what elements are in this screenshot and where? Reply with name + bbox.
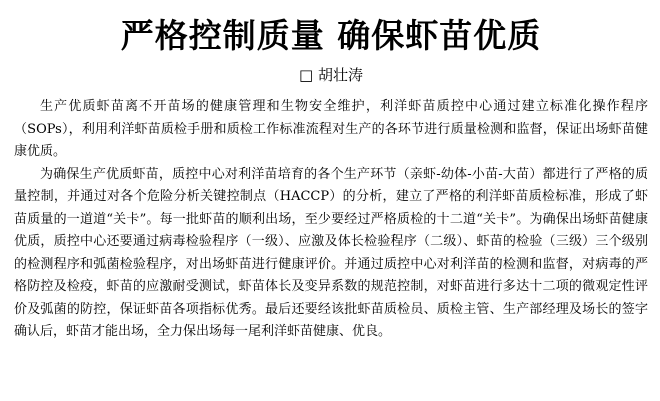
- article-body: [14, 96, 648, 344]
- article: [14, 14, 648, 344]
- article-title: 严格控制质量 确保虾苗优质: [120, 16, 542, 55]
- paragraph: 为确保生产优质虾苗，质控中心对利洋苗培育的各个生产环节（亲虾-幼体-小苗-大苗）都进行了严格的质量控制，并通过对各个危险分析关键控制点（HACCP）的分析，建立了严格的利洋虾苗质检标准，形成了虾苗质量的一道道“关卡”。每一批虾苗的顺利出场，至少要经过严格质检的十二道“关卡”。为确保出场虾苗健康优质，质控中心还要通过病毒检验程序（一级）、应激及体长检验程序（二级）、虾苗的检验（三级）三个级别的检测程序和弧菌检验程序，对出场虾苗进行健康评价。并通过质控中心对利洋苗的检测和监督，对病毒的严格防控及检疫，虾苗的应激耐受测试，虾苗体长及变异系数的规范控制，对虾苗进行多达十二项的微观定性评价及弧菌的防控，保证虾苗各项指标优秀。最后还要经该批虾苗质检员、质检主管、生产部经理及场长的签字确认后，虾苗才能出场，全力保出场每一尾利洋虾苗健康、优良。: [14, 166, 648, 339]
- paragraph: 生产优质虾苗离不开苗场的健康管理和生物安全维护，利洋虾苗质控中心通过建立标准化操作程序（SOPs），利用利洋虾苗质检手册和质检工作标准流程对生产的各环节进行质量检测和监督，保证出场虾苗健康优质。: [14, 99, 648, 159]
- author-byline: □ 胡壮涛: [299, 66, 363, 84]
